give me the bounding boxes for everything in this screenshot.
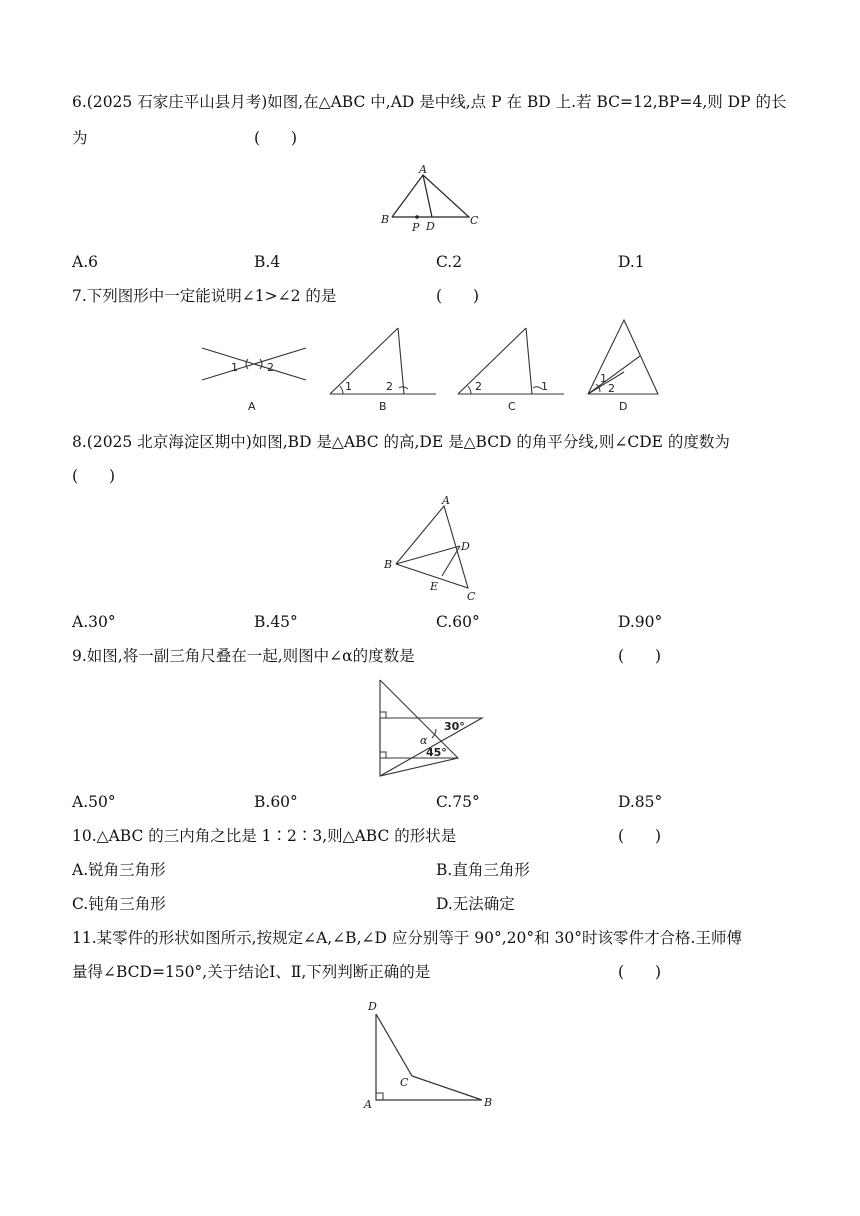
q8-option-b[interactable]: B.45° (254, 613, 298, 631)
q8-stem: 8.(2025 北京海淀区期中)如图,BD 是△ABC 的高,DE 是△BCD 的角平分线,则∠CDE 的度数为 (72, 433, 730, 451)
q9-label-30: 30° (444, 720, 465, 733)
q9-figure (370, 674, 490, 782)
q7a-label-1: 1 (231, 361, 238, 374)
q11-label-d: D (368, 1000, 377, 1013)
q11-answer-paren: ( ) (618, 963, 662, 981)
q9-label-45: 45° (426, 746, 447, 759)
q7-caption-d: D (619, 400, 628, 413)
q10-stem: 10.△ABC 的三内角之比是 1∶2∶3,则△ABC 的形状是 (72, 827, 457, 845)
q7b-label-1: 1 (345, 380, 352, 393)
q11-stem: 11.某零件的形状如图所示,按规定∠A,∠B,∠D 应分别等于 90°,20°和 30°时该零件才合格.王师傅 (72, 929, 742, 947)
q7c-label-1: 1 (541, 380, 548, 393)
q6-label-d: D (426, 220, 435, 233)
q11-label-b: B (484, 1096, 493, 1109)
q7d-label-2: 2 (608, 382, 615, 395)
q9-option-a[interactable]: A.50° (72, 793, 116, 811)
q8-option-d[interactable]: D.90° (618, 613, 663, 631)
q6-label-c: C (470, 214, 479, 227)
q11-label-a: A (364, 1098, 372, 1111)
q7c-label-2: 2 (475, 380, 482, 393)
q6-answer-paren: ( ) (254, 129, 298, 147)
q6-label-b: B (381, 213, 390, 226)
q6-label-a: A (419, 163, 427, 176)
q10-option-c[interactable]: C.钝角三角形 (72, 895, 166, 913)
q6-option-c[interactable]: C.2 (436, 253, 463, 271)
q8-answer-paren: ( ) (72, 467, 116, 485)
q8-option-c[interactable]: C.60° (436, 613, 480, 631)
q7-figure (196, 316, 666, 416)
q9-stem: 9.如图,将一副三角尺叠在一起,则图中∠α的度数是 (72, 647, 415, 665)
q7-answer-paren: ( ) (436, 287, 480, 305)
q8-option-a[interactable]: A.30° (72, 613, 116, 631)
q9-option-d[interactable]: D.85° (618, 793, 663, 811)
q7-stem: 7.下列图形中一定能说明∠1>∠2 的是 (72, 287, 337, 305)
q7-caption-c: C (508, 400, 516, 413)
q7b-label-2: 2 (386, 380, 393, 393)
q10-option-d[interactable]: D.无法确定 (436, 895, 515, 913)
q8-label-a: A (442, 494, 450, 507)
q6-label-p: P (412, 221, 420, 234)
q7d-label-1: 1 (600, 372, 607, 385)
q11-figure (356, 996, 506, 1114)
q10-option-b[interactable]: B.直角三角形 (436, 861, 530, 879)
q10-option-a[interactable]: A.锐角三角形 (72, 861, 166, 879)
q8-label-c: C (467, 590, 476, 603)
q9-option-b[interactable]: B.60° (254, 793, 298, 811)
q6-option-b[interactable]: B.4 (254, 253, 281, 271)
q11-stem-cont: 量得∠BCD=150°,关于结论Ⅰ、Ⅱ,下列判断正确的是 (72, 963, 431, 981)
q8-label-e: E (430, 580, 439, 593)
q8-figure (380, 488, 490, 606)
q9-answer-paren: ( ) (618, 647, 662, 665)
q9-label-alpha: α (420, 734, 428, 747)
q7-caption-a: A (248, 400, 256, 413)
q8-label-d: D (461, 540, 470, 553)
q10-answer-paren: ( ) (618, 827, 662, 845)
q9-option-c[interactable]: C.75° (436, 793, 480, 811)
q6-option-a[interactable]: A.6 (72, 253, 98, 271)
q7a-label-2: 2 (267, 361, 274, 374)
q8-label-b: B (384, 558, 393, 571)
q6-stem: 6.(2025 石家庄平山县月考)如图,在△ABC 中,AD 是中线,点 P 在 BD 上.若 BC=12,BP=4,则 DP 的长 (72, 93, 787, 111)
q6-stem-cont: 为 (72, 129, 88, 147)
q11-label-c: C (400, 1076, 409, 1089)
q6-option-d[interactable]: D.1 (618, 253, 645, 271)
q7-caption-b: B (379, 400, 387, 413)
q6-figure (376, 160, 486, 236)
